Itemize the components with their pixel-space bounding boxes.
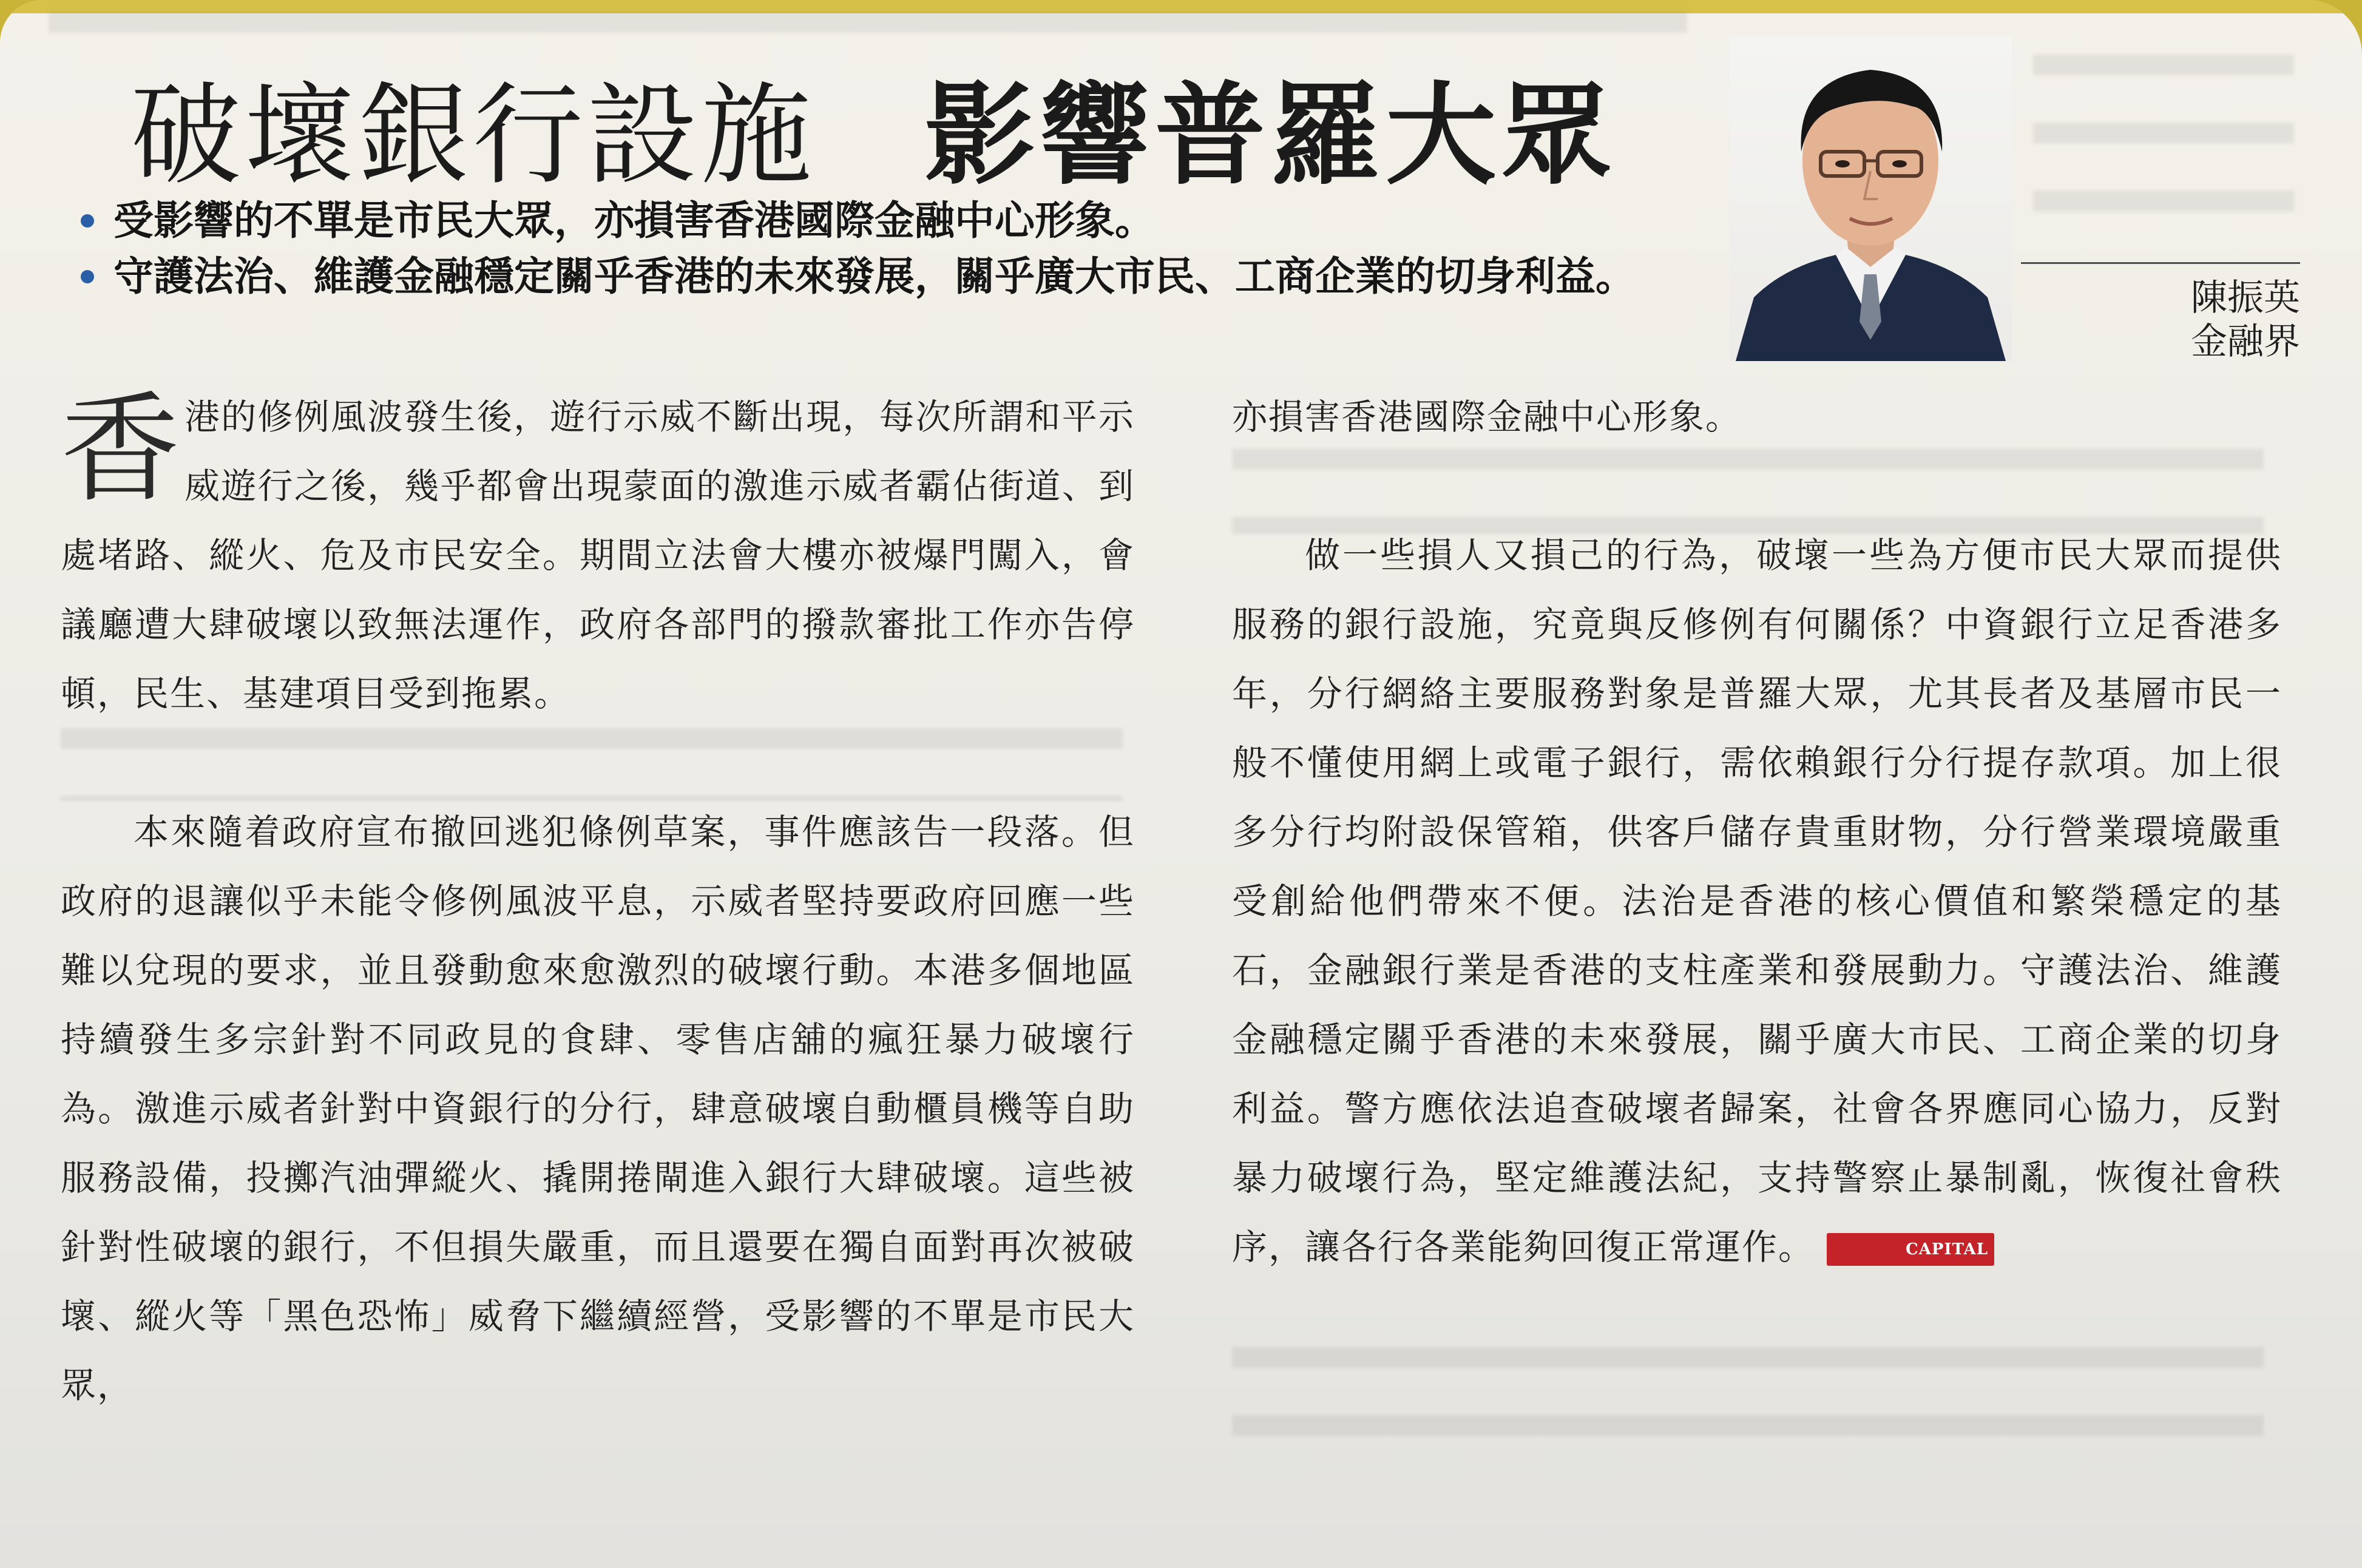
- article-paragraph-2-continued: 亦損害香港國際金融中心形象。: [1232, 396, 1742, 438]
- bleed-through-text: [49, 12, 1687, 49]
- person-portrait-icon: [1730, 36, 2012, 361]
- highlights-list: [76, 197, 1642, 309]
- author-divider: [2021, 262, 2300, 264]
- paragraph-3-text: 做一些損人又損己的行為，破壞一些為方便市民大眾而提供服務的銀行設施，究竟與反修例有何關係？中資銀行立足香港多年，分行網絡主要服務對象是普羅大眾，尤其長者及基層市民一般不懂使用網上或電子銀行，需依賴銀行分行提存款項。加上很多分行均附設保管箱，供客戶儲存貴重財物，分行營業環境嚴重受創給他們帶來不便。法治是香港的核心價值和繁榮穩定的基石，金融銀行業是香港的支柱產業和發展動力。守護法治、維護金融穩定關乎香港的未來發展，關乎廣大市民、工商企業的切身利益。警方應依法追查破壞者歸案，社會各界應同心協力，反對暴力破壞行為，堅定維護法紀，支持警察止暴制亂，恢復社會秩序，讓各行各業能夠回復正常運作。: [1232, 535, 2282, 1268]
- article-column-right: [1232, 382, 2282, 1282]
- highlight-text: 受影響的不單是市民大眾，亦損害香港國際金融中心形象。: [113, 197, 1155, 244]
- author-name: 陳振英: [2191, 277, 2300, 319]
- author-sector: 金融界: [2191, 320, 2300, 363]
- bleed-through-text: [2033, 55, 2294, 237]
- page-edge-strip: [0, 0, 2362, 13]
- capital-logo-icon: CAPITAL: [1827, 1233, 1994, 1266]
- headline-part-2: 影響普羅大眾: [924, 71, 1616, 200]
- highlight-item: [76, 253, 1642, 300]
- article-column-left: [61, 382, 1135, 1420]
- paragraph-1-text: 港的修例風波發生後，遊行示威不斷出現，每次所謂和平示威遊行之後，幾乎都會出現蒙面的激進示威者霸佔街道、到處堵路、縱火、危及市民安全。期間立法會大樓亦被爆門闖入，會議廳遭大肆破壞以致無法運作，政府各部門的撥款審批工作亦告停頓，民生、基建項目受到拖累。: [61, 396, 1135, 714]
- author-portrait: [1730, 36, 2012, 361]
- article-paragraph-2: 本來隨着政府宣布撤回逃犯條例草案，事件應該告一段落。但政府的退讓似乎未能令修例風波平息，示威者堅持要政府回應一些難以兌現的要求，並且發動愈來愈激烈的破壞行動。本港多個地區持續發生多宗針對不同政見的食肆、零售店舖的瘋狂暴力破壞行為。激進示威者針對中資銀行的分行，肆意破壞自動櫃員機等自助服務設備，投擲汽油彈縱火、撬開捲閘進入銀行大肆破壞。這些被針對性破壞的銀行，不但損失嚴重，而且還要在獨自面對再次被破壞、縱火等「黑色恐怖」威脅下繼續經營，受影響的不單是市民大眾，: [61, 811, 1135, 1406]
- author-byline: [2027, 276, 2300, 363]
- bullet-dot-icon: [81, 270, 94, 283]
- headline: [130, 47, 1616, 200]
- highlight-item: [76, 197, 1642, 245]
- drop-cap: 香: [61, 380, 181, 519]
- highlight-text: 守護法治、維護金融穩定關乎香港的未來發展，關乎廣大市民、工商企業的切身利益。: [113, 253, 1636, 300]
- bullet-dot-icon: [81, 214, 94, 228]
- paragraph-gap: [61, 728, 1135, 797]
- headline-part-1: 破壞銀行設施: [130, 71, 815, 200]
- article-paragraph-1: [61, 382, 1135, 728]
- article-paragraph-3: [1232, 521, 2282, 1282]
- bleed-through-text: [1232, 1347, 2264, 1444]
- paragraph-gap: [1232, 451, 2282, 521]
